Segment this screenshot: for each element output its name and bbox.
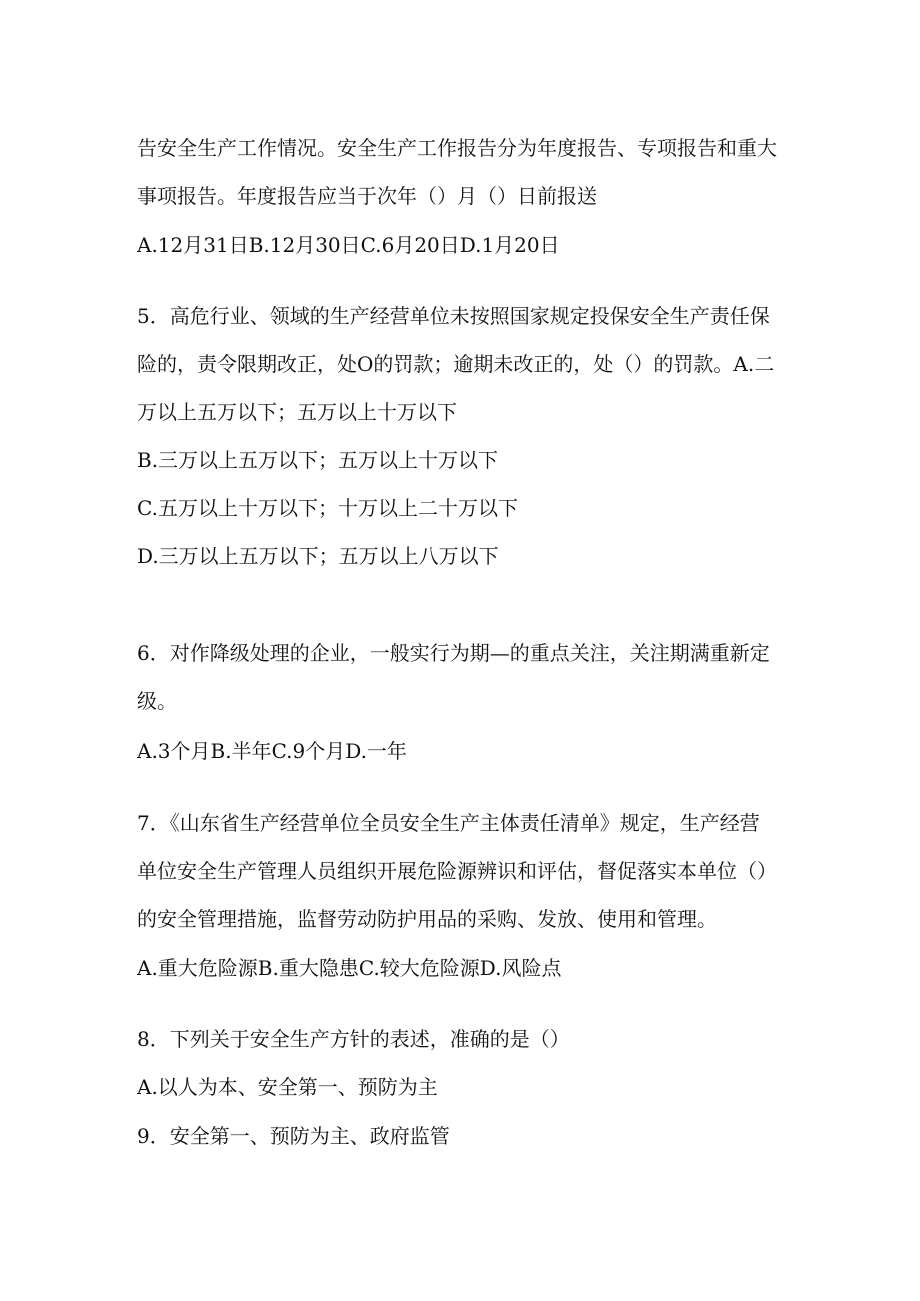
question-8: 8．下列关于安全生产方针的表述，准确的是（）: [137, 1027, 570, 1051]
question-5: 5．高危行业、领域的生产经营单位未按照国家规定投保安全生产责任保: [137, 304, 770, 328]
question-7: 7．《山东省生产经营单位全员安全生产主体责任清单》规定，生产经营: [137, 811, 760, 835]
answer-option-d: D.三万以上五万以下；五万以上八万以下: [137, 544, 499, 568]
answer-option-b: B.三万以上五万以下；五万以上十万以下: [137, 448, 499, 472]
text-line: 单位安全生产管理人员组织开展危险源辨识和评估，督促落实本单位（）: [137, 859, 777, 883]
text-line: 事项报告。年度报告应当于次年（）月（）日前报送: [137, 184, 597, 208]
answer-options: A.12月31日B.12月30日C.6月20日D.1月20日: [137, 233, 560, 257]
text-line: 的安全管理措施，监督劳动防护用品的采购、发放、使用和管理。: [137, 907, 717, 931]
question-9: 9．安全第一、预防为主、政府监管: [137, 1124, 450, 1148]
answer-option-a: A.以人为本、安全第一、预防为主: [137, 1075, 438, 1099]
question-6: 6．对作降级处理的企业，一般实行为期—的重点关注，关注期满重新定: [137, 641, 770, 665]
text-line: 级。: [137, 689, 177, 713]
text-line: 告安全生产工作情况。安全生产工作报告分为年度报告、专项报告和重大: [137, 136, 777, 160]
text-line: 险的，责令限期改正，处O的罚款；逾期未改正的，处（）的罚款。A.二: [137, 352, 775, 376]
answer-options: A.重大危险源B.重大隐患C.较大危险源D.风险点: [137, 956, 562, 980]
answer-options: A.3个月B.半年C.9个月D.一年: [137, 739, 407, 763]
answer-option-c: C.五万以上十万以下；十万以上二十万以下: [137, 496, 518, 520]
text-line: 万以上五万以下；五万以上十万以下: [137, 400, 457, 424]
